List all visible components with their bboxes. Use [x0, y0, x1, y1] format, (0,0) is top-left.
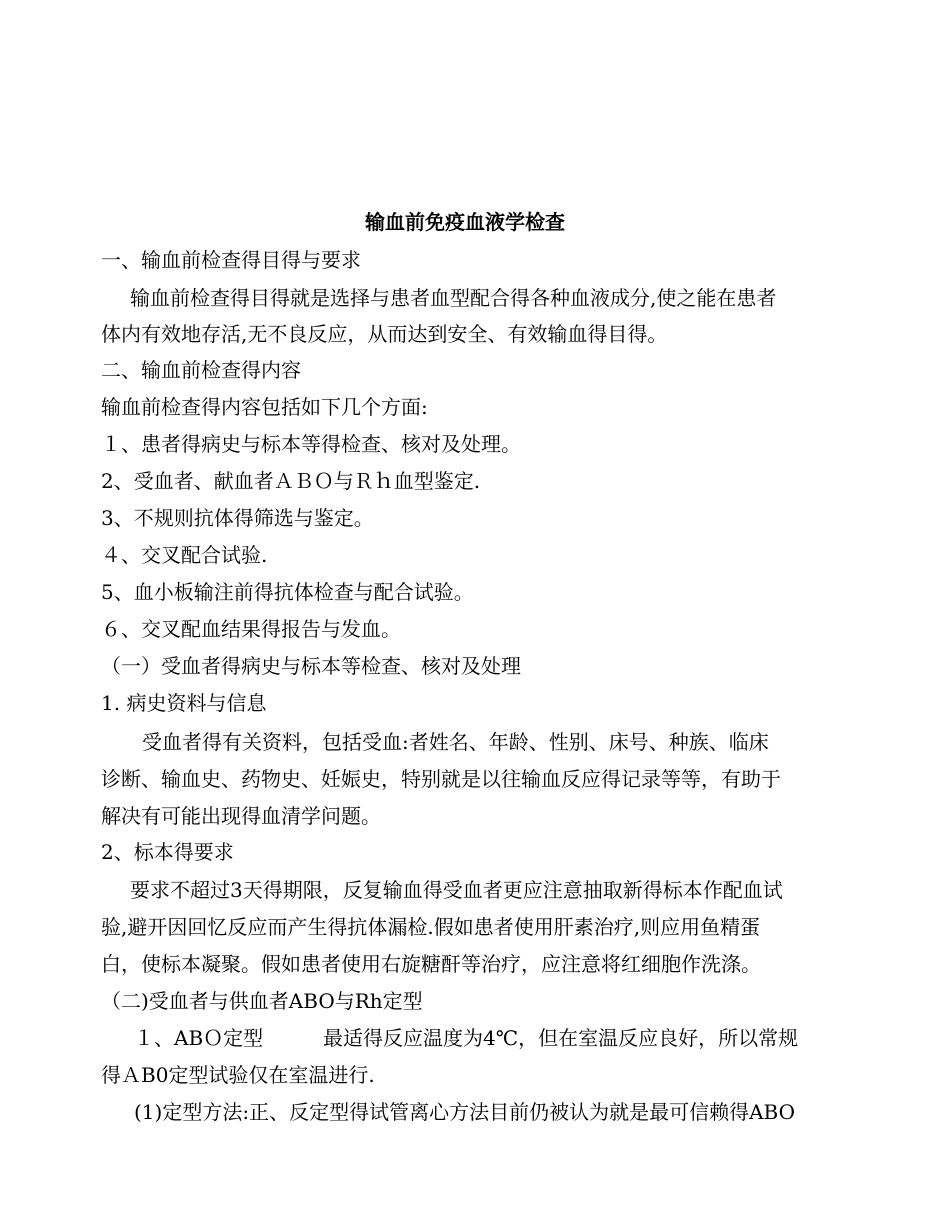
document-title: 输血前免疫血液学检查 — [365, 210, 565, 234]
list-item: ４、交叉配合试验. — [101, 543, 268, 567]
paragraph-line: 输血前检查得目得就是选择与患者血型配合得各种血液成分,使之能在患者 — [130, 286, 777, 310]
paragraph-line: 验,避开因回忆反应而产生得抗体漏检.假如患者使用肝素治疗,则应用鱼精蛋 — [101, 915, 761, 939]
paragraph-line: 白，使标本凝聚。假如患者使用右旋糖酐等治疗，应注意将红细胞作洗涤。 — [101, 952, 761, 976]
paragraph-line: 解决有可能出现得血清学问题。 — [101, 804, 381, 828]
paragraph-line: 受血者得有关资料，包括受血:者姓名、年龄、性别、床号、种族、临床 — [142, 730, 769, 754]
paragraph-line: 体内有效地存活,无不良反应，从而达到安全、有效输血得目得。 — [101, 322, 668, 346]
paragraph-line: 诊断、输血史、药物史、妊娠史，特别就是以往输血反应得记录等等，有助于 — [101, 767, 781, 791]
list-item: 3、不规则抗体得筛选与鉴定。 — [101, 506, 374, 530]
section-heading: 二、输血前检查得内容 — [101, 358, 301, 382]
subsection-heading: 2、标本得要求 — [101, 840, 234, 864]
list-item: 5、血小板输注前得抗体检查与配合试验。 — [101, 580, 474, 604]
list-item: ６、交叉配血结果得报告与发血。 — [101, 617, 401, 641]
subsection-label: １、ABＯ定型 — [134, 1026, 264, 1050]
paragraph-line: (1)定型方法:正、反定型得试管离心方法目前仍被认为就是最可信赖得ABO — [134, 1100, 795, 1124]
paragraph-line: 输血前检查得内容包括如下几个方面: — [101, 395, 428, 419]
section-heading: 一、输血前检查得目得与要求 — [101, 248, 361, 272]
subsection-heading: （二)受血者与供血者ABO与Rh定型 — [101, 989, 423, 1013]
list-item: １、患者得病史与标本等得检查、核对及处理。 — [101, 432, 521, 456]
subsection-heading: （一）受血者得病史与标本等检查、核对及处理 — [101, 654, 521, 678]
list-item: 2、受血者、献血者ＡＢＯ与Ｒｈ血型鉴定. — [101, 469, 481, 493]
paragraph-line: 要求不超过3天得期限，反复输血得受血者更应注意抽取新得标本作配血试 — [130, 878, 783, 902]
subsection-heading: 1. 病史资料与信息 — [101, 691, 267, 715]
paragraph-line: 得ＡB0定型试验仅在室温进行. — [101, 1063, 375, 1087]
paragraph-line: 最适得反应温度为4℃，但在室温反应良好，所以常规 — [323, 1026, 799, 1050]
